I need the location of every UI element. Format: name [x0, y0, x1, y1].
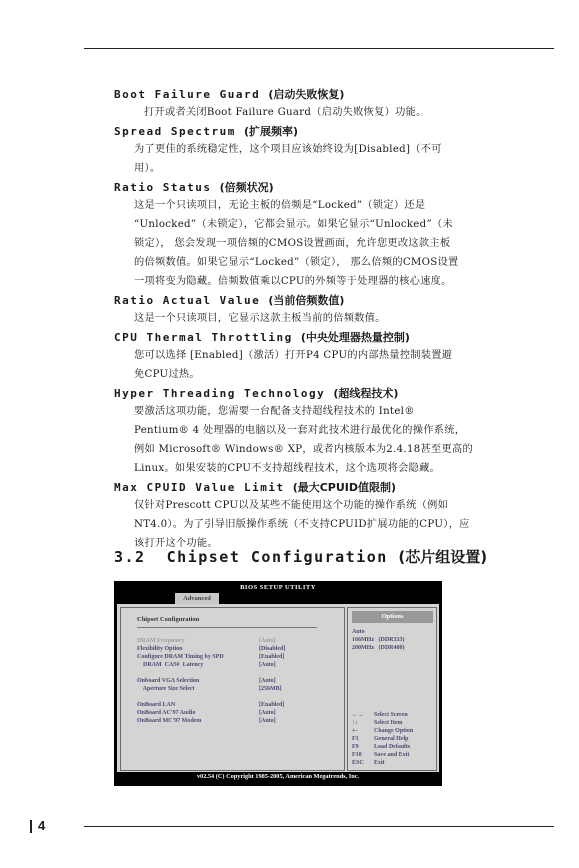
body-line: Pentium® 4 处理器的电脑以及一套对此技术进行最优化的操作系统，: [134, 425, 466, 436]
section-cpu-thermal-throttling: [114, 330, 524, 384]
key-action: Exit: [374, 760, 385, 766]
body-line: 例如 Microsoft® Windows® XP，或者内核版本为2.4.18甚至更高的: [134, 444, 473, 455]
section-title-cn: (超线程技术): [333, 387, 399, 400]
section-title-en: CPU Thermal Throttling: [114, 331, 293, 344]
body-line: Linux。如果安装的CPU不支持超线程技术，这个选项将会隐藏。: [134, 463, 441, 474]
section-title-en: Ratio Actual Value: [114, 294, 261, 307]
section-title-cn: (倍频状况): [219, 181, 274, 194]
bios-panel: [117, 604, 439, 772]
section-body: [114, 103, 524, 122]
setting-onboard-modem[interactable]: OnBoard MC'97 Modem: [137, 718, 202, 724]
section-title: [114, 480, 524, 496]
heading-divider: [137, 627, 317, 628]
setting-aperture-size[interactable]: Aperture Size Select: [137, 686, 195, 692]
option-item[interactable]: 200MHz (DDR400): [352, 645, 405, 651]
setting-value[interactable]: [Enabled]: [259, 702, 285, 708]
key-label: ESC: [352, 760, 364, 766]
setting-value[interactable]: [256MB]: [259, 686, 282, 692]
key-action: Select Screen: [374, 712, 408, 718]
body-line: 该打开这个功能。: [134, 538, 218, 549]
key-legend-row: [352, 720, 403, 728]
key-legend-row: [352, 728, 413, 736]
section-title-en: Max CPUID Value Limit: [114, 481, 285, 494]
tab-advanced[interactable]: Advanced: [175, 593, 219, 604]
section-body: [114, 140, 524, 178]
section-title: [114, 124, 524, 140]
section-title-en: Ratio Status: [114, 181, 212, 194]
section-title-cn: (最大CPUID值限制): [292, 481, 397, 494]
setting-onboard-lan[interactable]: OnBoard LAN: [137, 702, 176, 708]
setting-value[interactable]: [Enabled]: [259, 654, 285, 660]
option-item[interactable]: Auto: [352, 629, 365, 635]
body-line: 打开或者关闭Boot Failure Guard（启动失败恢复）功能。: [144, 107, 427, 118]
panel-heading: Chipset Configuration: [137, 616, 200, 623]
setting-value[interactable]: [Disabled]: [259, 646, 286, 652]
setting-value[interactable]: [Auto]: [259, 638, 276, 644]
key-action: Select Item: [374, 720, 403, 726]
arrow-ud-icon: ↑↓: [352, 720, 358, 726]
body-line: 免CPU过热。: [134, 369, 200, 380]
page-marker: [30, 820, 32, 833]
key-legend-row: [352, 760, 385, 768]
chapter-number: 3.2: [114, 548, 146, 566]
section-hyper-threading: [114, 386, 524, 478]
section-title-en: Hyper Threading Technology: [114, 387, 326, 400]
section-ratio-status: [114, 180, 524, 291]
key-label: F1: [352, 736, 359, 742]
section-body: [114, 402, 524, 478]
section-title-en: Boot Failure Guard: [114, 88, 261, 101]
body-line: 您可以选择 [Enabled]（激活）打开P4 CPU的内部热量控制装置避: [134, 350, 453, 361]
section-body: [114, 496, 524, 553]
section-title: [114, 87, 524, 103]
section-title: [114, 330, 524, 346]
options-heading: Options: [352, 611, 433, 623]
setting-dram-timing-spd[interactable]: Configure DRAM Timing by SPD: [137, 654, 224, 660]
section-body: [114, 309, 524, 328]
body-line: 要激活这项功能，您需要一台配备支持超线程技术的 Intel®: [134, 406, 415, 417]
body-line: 仅针对Prescott CPU以及某些不能使用这个功能的操作系统（例如: [134, 500, 449, 511]
section-title-cn: (启动失败恢复): [268, 88, 345, 101]
key-action: Change Option: [374, 728, 414, 734]
key-label: +-: [352, 728, 358, 734]
body-line: “Unlocked”（未锁定），它都会显示。如果它显示“Unlocked”（未: [134, 219, 453, 230]
key-label: F10: [352, 752, 362, 758]
chapter-title-en: Chipset Configuration: [166, 548, 388, 566]
key-action: General Help: [374, 736, 409, 742]
setting-value[interactable]: [Auto]: [259, 662, 276, 668]
help-panel: [347, 607, 437, 771]
setting-flexibility-option[interactable]: Flexibility Option: [137, 646, 183, 652]
section-ratio-actual-value: [114, 293, 524, 328]
body-line: 用）。: [134, 163, 161, 174]
setting-value[interactable]: [Auto]: [259, 710, 276, 716]
settings-panel: [120, 607, 345, 771]
key-legend-row: [352, 712, 408, 720]
setting-value[interactable]: [Auto]: [259, 678, 276, 684]
section-title-cn: (当前倍频数值): [268, 294, 345, 307]
key-legend-row: [352, 736, 409, 744]
section-body: [114, 346, 524, 384]
page-number: 4: [38, 818, 46, 833]
setting-onboard-audio[interactable]: OnBoard AC'97 Audio: [137, 710, 196, 716]
section-body: [114, 196, 524, 291]
bios-screenshot: [114, 581, 442, 786]
setting-onboard-vga[interactable]: Onboard VGA Selection: [137, 678, 200, 684]
section-boot-failure-guard: [114, 87, 524, 122]
key-legend-row: [352, 744, 410, 752]
arrow-lr-icon: ←→: [352, 712, 364, 718]
setting-value[interactable]: [Auto]: [259, 718, 276, 724]
bios-copyright: v02.54 (C) Copyright 1985-2005, American Megatrends, Inc.: [196, 773, 360, 780]
key-action: Save and Exit: [374, 752, 410, 758]
option-item[interactable]: 166MHz (DDR333): [352, 637, 405, 643]
key-label: F9: [352, 744, 359, 750]
body-line: 这是一个只读项目，无论主板的倍频是“Locked”（锁定）还是: [134, 200, 426, 211]
bios-title: BIOS SETUP UTILITY: [240, 584, 316, 591]
body-line: 的倍频数值。如果它显示“Locked”（锁定）， 那么倍频的CMOS设置: [134, 257, 459, 268]
body-line: 锁定）， 您会发现一项倍频的CMOS设置画面，允许您更改这款主板: [134, 238, 451, 249]
section-title: [114, 386, 524, 402]
chapter-heading: [114, 546, 487, 567]
top-rule: [84, 48, 554, 49]
section-title-en: Spread Spectrum: [114, 125, 236, 138]
section-title: [114, 293, 524, 309]
setting-dram-cas-latency[interactable]: DRAM CAS# Latency: [137, 662, 204, 668]
bottom-rule: [84, 826, 554, 827]
key-legend-row: [352, 752, 409, 760]
section-title-cn: (中央处理器热量控制): [300, 331, 410, 344]
setting-dram-frequency[interactable]: DRAM Frequency: [137, 638, 185, 644]
settings-descriptions: [114, 85, 524, 553]
body-line: 一项将变为隐藏。倍频数值乘以CPU的外频等于处理器的核心速度。: [134, 276, 452, 287]
body-line: 这是一个只读项目，它显示这款主板当前的倍频数值。: [134, 313, 386, 324]
key-action: Load Defaults: [374, 744, 411, 750]
section-max-cpuid: [114, 480, 524, 553]
body-line: NT4.0）。为了引导旧版操作系统（不支持CPUID扩展功能的CPU），应: [134, 519, 470, 530]
section-title: [114, 180, 524, 196]
body-line: 为了更佳的系统稳定性，这个项目应该始终设为[Disabled]（不可: [134, 144, 442, 155]
section-spread-spectrum: [114, 124, 524, 178]
section-title-cn: (扩展频率): [243, 125, 299, 138]
chapter-title-cn: (芯片组设置): [398, 548, 488, 566]
